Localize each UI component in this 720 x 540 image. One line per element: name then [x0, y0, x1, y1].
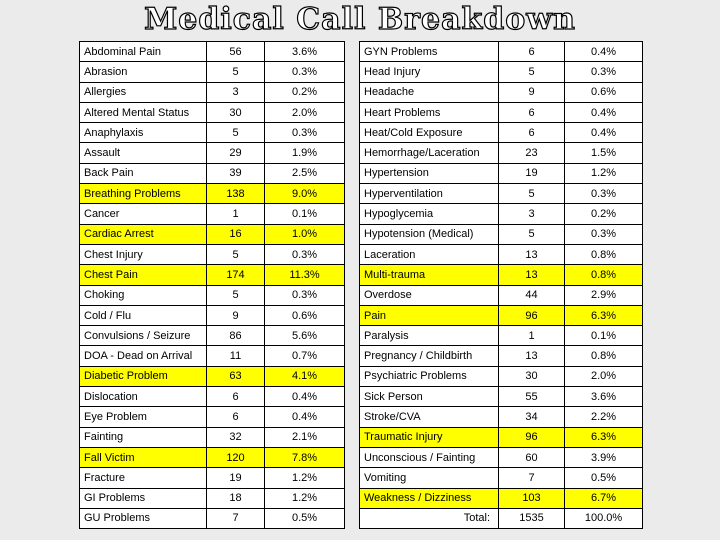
- call-type-cell: Chest Injury: [80, 244, 207, 264]
- percent-cell: 0.7%: [265, 346, 345, 366]
- call-type-cell: Breathing Problems: [80, 184, 207, 204]
- table-row: [80, 427, 345, 447]
- table-row: [80, 346, 345, 366]
- count-cell: 5: [499, 224, 565, 244]
- call-type-cell: Laceration: [360, 244, 499, 264]
- table-row: [360, 123, 643, 143]
- percent-cell: 0.3%: [265, 123, 345, 143]
- count-cell: 3: [207, 82, 265, 102]
- percent-cell: 3.6%: [265, 42, 345, 62]
- count-cell: 6: [499, 102, 565, 122]
- count-cell: 103: [499, 488, 565, 508]
- count-cell: 60: [499, 447, 565, 467]
- table-row: [80, 387, 345, 407]
- right-table-body: [360, 42, 643, 529]
- table-row: [80, 285, 345, 305]
- call-type-cell: Sick Person: [360, 387, 499, 407]
- table-row: [360, 326, 643, 346]
- percent-cell: 0.3%: [565, 184, 643, 204]
- total-row: [360, 508, 643, 528]
- count-cell: 63: [207, 366, 265, 386]
- table-row: [360, 143, 643, 163]
- call-type-cell: DOA - Dead on Arrival: [80, 346, 207, 366]
- count-cell: 7: [499, 468, 565, 488]
- percent-cell: 0.4%: [265, 407, 345, 427]
- count-cell: 7: [207, 508, 265, 528]
- count-cell: 11: [207, 346, 265, 366]
- percent-cell: 0.4%: [565, 123, 643, 143]
- count-cell: 86: [207, 326, 265, 346]
- table-row: [360, 62, 643, 82]
- call-type-cell: GU Problems: [80, 508, 207, 528]
- table-row: [80, 102, 345, 122]
- call-type-cell: Multi-trauma: [360, 265, 499, 285]
- page-title: Medical Call Breakdown: [144, 2, 576, 37]
- call-type-cell: Headache: [360, 82, 499, 102]
- count-cell: 13: [499, 244, 565, 264]
- call-type-cell: Pain: [360, 305, 499, 325]
- count-cell: 9: [499, 82, 565, 102]
- table-row: [360, 387, 643, 407]
- percent-cell: 1.9%: [265, 143, 345, 163]
- percent-cell: 0.2%: [265, 82, 345, 102]
- count-cell: 34: [499, 407, 565, 427]
- percent-cell: 0.1%: [565, 326, 643, 346]
- percent-cell: 0.1%: [265, 204, 345, 224]
- percent-cell: 0.3%: [265, 62, 345, 82]
- table-row: [360, 285, 643, 305]
- table-row: [360, 244, 643, 264]
- count-cell: 9: [207, 305, 265, 325]
- table-row: [360, 305, 643, 325]
- percent-cell: 1.5%: [565, 143, 643, 163]
- call-type-cell: Cancer: [80, 204, 207, 224]
- percent-cell: 5.6%: [265, 326, 345, 346]
- call-type-cell: Vomiting: [360, 468, 499, 488]
- percent-cell: 6.3%: [565, 305, 643, 325]
- call-type-cell: Weakness / Dizziness: [360, 488, 499, 508]
- percent-cell: 0.6%: [565, 82, 643, 102]
- table-row: [80, 508, 345, 528]
- percent-cell: 0.5%: [565, 468, 643, 488]
- call-type-cell: Altered Mental Status: [80, 102, 207, 122]
- call-type-cell: Fall Victim: [80, 447, 207, 467]
- call-type-cell: Pregnancy / Childbirth: [360, 346, 499, 366]
- percent-cell: 0.3%: [565, 224, 643, 244]
- percent-cell: 9.0%: [265, 184, 345, 204]
- table-row: [360, 447, 643, 467]
- percent-cell: 1.0%: [265, 224, 345, 244]
- count-cell: 5: [499, 62, 565, 82]
- call-type-cell: Head Injury: [360, 62, 499, 82]
- call-type-cell: Psychiatric Problems: [360, 366, 499, 386]
- table-row: [360, 265, 643, 285]
- count-cell: 30: [499, 366, 565, 386]
- percent-cell: 1.2%: [565, 163, 643, 183]
- percent-cell: 11.3%: [265, 265, 345, 285]
- table-row: [80, 366, 345, 386]
- total-count: 1535: [499, 508, 565, 528]
- call-type-cell: Assault: [80, 143, 207, 163]
- table-row: [80, 82, 345, 102]
- percent-cell: 7.8%: [265, 447, 345, 467]
- table-row: [80, 143, 345, 163]
- call-type-cell: Chest Pain: [80, 265, 207, 285]
- table-row: [80, 265, 345, 285]
- count-cell: 6: [499, 42, 565, 62]
- percent-cell: 3.6%: [565, 387, 643, 407]
- table-row: [360, 204, 643, 224]
- count-cell: 138: [207, 184, 265, 204]
- percent-cell: 2.0%: [565, 366, 643, 386]
- count-cell: 1: [207, 204, 265, 224]
- percent-cell: 2.1%: [265, 427, 345, 447]
- table-row: [360, 82, 643, 102]
- call-type-cell: Fainting: [80, 427, 207, 447]
- percent-cell: 0.5%: [265, 508, 345, 528]
- table-row: [80, 447, 345, 467]
- count-cell: 6: [499, 123, 565, 143]
- table-row: [80, 244, 345, 264]
- table-row: [80, 204, 345, 224]
- call-type-cell: Hypoglycemia: [360, 204, 499, 224]
- table-row: [80, 305, 345, 325]
- count-cell: 5: [207, 285, 265, 305]
- call-type-cell: Traumatic Injury: [360, 427, 499, 447]
- count-cell: 23: [499, 143, 565, 163]
- percent-cell: 1.2%: [265, 468, 345, 488]
- table-row: [360, 42, 643, 62]
- count-cell: 30: [207, 102, 265, 122]
- call-type-cell: GI Problems: [80, 488, 207, 508]
- table-row: [360, 427, 643, 447]
- percent-cell: 0.3%: [565, 62, 643, 82]
- percent-cell: 1.2%: [265, 488, 345, 508]
- call-type-cell: Diabetic Problem: [80, 366, 207, 386]
- percent-cell: 2.5%: [265, 163, 345, 183]
- call-type-cell: Unconscious / Fainting: [360, 447, 499, 467]
- table-row: [360, 346, 643, 366]
- count-cell: 5: [207, 62, 265, 82]
- percent-cell: 2.9%: [565, 285, 643, 305]
- percent-cell: 0.2%: [565, 204, 643, 224]
- count-cell: 6: [207, 407, 265, 427]
- count-cell: 29: [207, 143, 265, 163]
- count-cell: 39: [207, 163, 265, 183]
- left-table-body: [80, 42, 345, 529]
- count-cell: 6: [207, 387, 265, 407]
- table-row: [80, 326, 345, 346]
- count-cell: 19: [499, 163, 565, 183]
- call-type-cell: Fracture: [80, 468, 207, 488]
- table-row: [80, 62, 345, 82]
- count-cell: 13: [499, 265, 565, 285]
- count-cell: 13: [499, 346, 565, 366]
- table-row: [80, 163, 345, 183]
- table-row: [80, 488, 345, 508]
- count-cell: 19: [207, 468, 265, 488]
- call-type-cell: Eye Problem: [80, 407, 207, 427]
- count-cell: 56: [207, 42, 265, 62]
- call-type-cell: Paralysis: [360, 326, 499, 346]
- total-label: Total:: [360, 508, 499, 528]
- count-cell: 44: [499, 285, 565, 305]
- table-row: [360, 163, 643, 183]
- call-type-cell: Cold / Flu: [80, 305, 207, 325]
- percent-cell: 0.8%: [565, 265, 643, 285]
- count-cell: 16: [207, 224, 265, 244]
- table-row: [360, 224, 643, 244]
- call-type-cell: Heart Problems: [360, 102, 499, 122]
- percent-cell: 0.4%: [265, 387, 345, 407]
- percent-cell: 2.0%: [265, 102, 345, 122]
- percent-cell: 0.8%: [565, 244, 643, 264]
- call-type-cell: Abdominal Pain: [80, 42, 207, 62]
- call-type-cell: Convulsions / Seizure: [80, 326, 207, 346]
- table-row: [360, 102, 643, 122]
- right-call-table: [359, 41, 643, 529]
- call-type-cell: Allergies: [80, 82, 207, 102]
- call-type-cell: Anaphylaxis: [80, 123, 207, 143]
- call-type-cell: Cardiac Arrest: [80, 224, 207, 244]
- percent-cell: 0.3%: [265, 285, 345, 305]
- table-row: [80, 407, 345, 427]
- call-type-cell: Hemorrhage/Laceration: [360, 143, 499, 163]
- percent-cell: 0.3%: [265, 244, 345, 264]
- count-cell: 96: [499, 427, 565, 447]
- table-row: [360, 184, 643, 204]
- call-type-cell: Overdose: [360, 285, 499, 305]
- call-type-cell: Hypertension: [360, 163, 499, 183]
- count-cell: 5: [499, 184, 565, 204]
- count-cell: 5: [207, 123, 265, 143]
- percent-cell: 4.1%: [265, 366, 345, 386]
- call-type-cell: Heat/Cold Exposure: [360, 123, 499, 143]
- table-row: [360, 366, 643, 386]
- percent-cell: 6.3%: [565, 427, 643, 447]
- call-type-cell: Hypotension (Medical): [360, 224, 499, 244]
- percent-cell: 0.6%: [265, 305, 345, 325]
- percent-cell: 0.8%: [565, 346, 643, 366]
- call-type-cell: Back Pain: [80, 163, 207, 183]
- call-type-cell: Choking: [80, 285, 207, 305]
- left-call-table: [79, 41, 345, 529]
- total-percent: 100.0%: [565, 508, 643, 528]
- count-cell: 120: [207, 447, 265, 467]
- table-row: [80, 123, 345, 143]
- call-type-cell: Abrasion: [80, 62, 207, 82]
- call-type-cell: Stroke/CVA: [360, 407, 499, 427]
- count-cell: 32: [207, 427, 265, 447]
- percent-cell: 2.2%: [565, 407, 643, 427]
- call-type-cell: Dislocation: [80, 387, 207, 407]
- table-row: [80, 184, 345, 204]
- table-row: [360, 407, 643, 427]
- table-row: [80, 224, 345, 244]
- table-row: [80, 42, 345, 62]
- count-cell: 1: [499, 326, 565, 346]
- percent-cell: 3.9%: [565, 447, 643, 467]
- count-cell: 3: [499, 204, 565, 224]
- count-cell: 174: [207, 265, 265, 285]
- table-row: [360, 468, 643, 488]
- percent-cell: 6.7%: [565, 488, 643, 508]
- percent-cell: 0.4%: [565, 42, 643, 62]
- count-cell: 96: [499, 305, 565, 325]
- table-row: [360, 488, 643, 508]
- call-type-cell: GYN Problems: [360, 42, 499, 62]
- call-type-cell: Hyperventilation: [360, 184, 499, 204]
- table-row: [80, 468, 345, 488]
- count-cell: 5: [207, 244, 265, 264]
- count-cell: 55: [499, 387, 565, 407]
- count-cell: 18: [207, 488, 265, 508]
- percent-cell: 0.4%: [565, 102, 643, 122]
